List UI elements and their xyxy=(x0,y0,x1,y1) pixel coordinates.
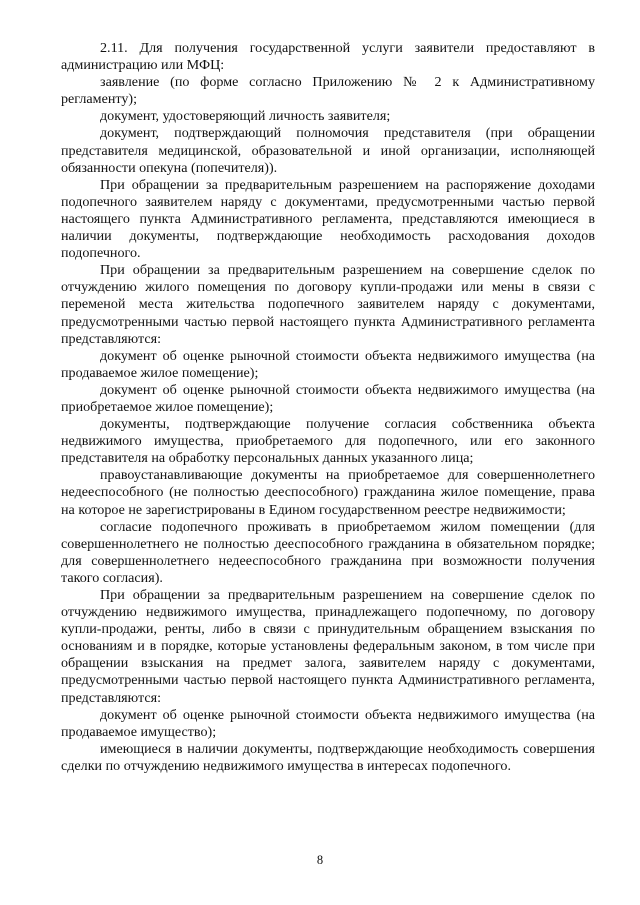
paragraph: согласие подопечного проживать в приобретаемом жилом помещении (для совершеннолетнего не полностью дееспособного гражданина в обязательном порядке; для совершеннолетнего недееспособного гражданина при возможности получения такого согласия). xyxy=(61,518,595,586)
paragraph: документ, удостоверяющий личность заявителя; xyxy=(100,108,391,125)
paragraph: документ об оценке рыночной стоимости объекта недвижимого имущества (на приобретаемое жилое помещение); xyxy=(61,381,595,415)
paragraph: 2.11. Для получения государственной услуги заявители предоставляют в администрацию или МФЦ: xyxy=(61,40,595,74)
paragraph: документ об оценке рыночной стоимости объекта недвижимого имущества (на продаваемое имущество); xyxy=(61,706,595,740)
paragraph: правоустанавливающие документы на приобретаемое для совершеннолетнего недееспособного (не полностью дееспособного) гражданина жилое помещение, права на которое не зарегистрированы в Едином государственном реестре недвижимости; xyxy=(61,467,595,518)
paragraph: документ об оценке рыночной стоимости объекта недвижимого имущества (на продаваемое жилое помещение); xyxy=(61,347,595,381)
paragraph: При обращении за предварительным разрешением на совершение сделок по отчуждению недвижимого имущества, принадлежащего подопечному, по договору купли-продажи, ренты, либо в связи с принудительным обращением взыскания по основаниям и в порядке, которые установлены федеральным законом, в том числе при обращении взыскания на предмет залога, заявителем наряду с документами, предусмотренными частью первой настоящего пункта Административного регламента, представляются: xyxy=(61,587,595,706)
paragraph: заявление (по форме согласно Приложению № 2 к Административному регламенту); xyxy=(61,74,595,108)
page-number: 8 xyxy=(316,853,324,867)
paragraph: документ, подтверждающий полномочия представителя (при обращении представителя медицинской, образовательной и иной организации, исполняющей обязанности опекуна (попечителя)). xyxy=(61,125,595,176)
paragraph: документы, подтверждающие получение согласия собственника объекта недвижимого имущества, приобретаемого для подопечного, или его законного представителя на обработку персональных данных указанного лица; xyxy=(61,416,595,467)
paragraph: При обращении за предварительным разрешением на совершение сделок по отчуждению жилого помещения по договору купли-продажи или мены в связи с переменой места жительства подопечного заявителем наряду с документами, предусмотренными частью первой настоящего пункта Административного регламента представляются: xyxy=(61,262,595,347)
paragraph: имеющиеся в наличии документы, подтверждающие необходимость совершения сделки по отчуждению недвижимого имущества в интересах подопечного. xyxy=(61,740,595,774)
paragraph: При обращении за предварительным разрешением на распоряжение доходами подопечного заявителем наряду с документами, предусмотренными частью первой настоящего пункта Административного регламента, представляются имеющиеся в наличии документы, подтверждающие необходимость расходования доходов подопечного. xyxy=(61,176,595,262)
document-body xyxy=(61,40,595,775)
